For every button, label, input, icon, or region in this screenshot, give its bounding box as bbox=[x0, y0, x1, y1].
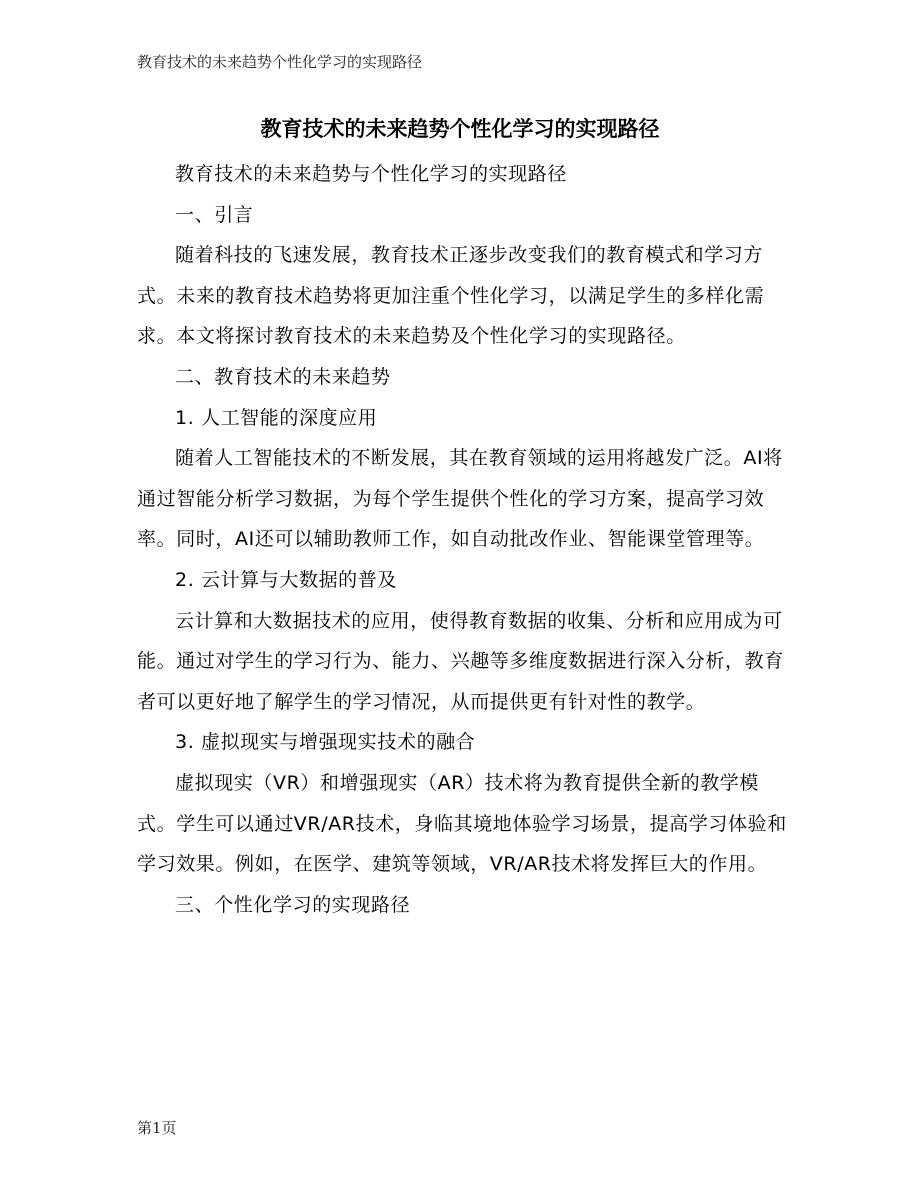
subheading-cloud-bigdata: 2. 云计算与大数据的普及 bbox=[175, 568, 397, 591]
section-heading-introduction: 一、引言 bbox=[175, 203, 254, 226]
running-header: 教育技术的未来趋势个性化学习的实现路径 bbox=[137, 53, 423, 71]
subheading-ai: 1. 人工智能的深度应用 bbox=[175, 406, 378, 429]
body-paragraph: 云计算和大数据技术的应用，使得教育数据的收集、分析和应用成为可能。通过对学生的学习行为、能力、兴趣等多维度数据进行深入分析，教育者可以更好地了解学生的学习情况，从而提供更有针对性的教学。 bbox=[137, 609, 784, 713]
section-heading-personalized-path: 三、个性化学习的实现路径 bbox=[175, 893, 411, 916]
subheading-vr-ar: 3. 虚拟现实与增强现实技术的融合 bbox=[175, 731, 476, 754]
section-heading-trends: 二、教育技术的未来趋势 bbox=[175, 365, 391, 388]
page-number: 第1页 bbox=[137, 1119, 177, 1137]
body-paragraph: 随着科技的飞速发展，教育技术正逐步改变我们的教育模式和学习方式。未来的教育技术趋势将更加注重个性化学习，以满足学生的多样化需求。本文将探讨教育技术的未来趋势及个性化学习的实现路径。 bbox=[137, 244, 765, 348]
body-paragraph: 随着人工智能技术的不断发展，其在教育领域的运用将越发广泛。AI将通过智能分析学习数据，为每个学生提供个性化的学习方案，提高学习效率。同时，AI还可以辅助教师工作，如自动批改作业、智能课堂管理等。 bbox=[137, 447, 783, 551]
document-body bbox=[137, 154, 787, 925]
document-title: 教育技术的未来趋势个性化学习的实现路径 bbox=[260, 117, 660, 141]
subtitle-paragraph: 教育技术的未来趋势与个性化学习的实现路径 bbox=[175, 163, 568, 185]
body-paragraph: 虚拟现实（VR）和增强现实（AR）技术将为教育提供全新的教学模式。学生可以通过VR/AR技术，身临其境地体验学习场景，提高学习体验和学习效果。例如，在医学、建筑等领域，VR/AR技术将发挥巨大的作用。 bbox=[137, 771, 787, 876]
